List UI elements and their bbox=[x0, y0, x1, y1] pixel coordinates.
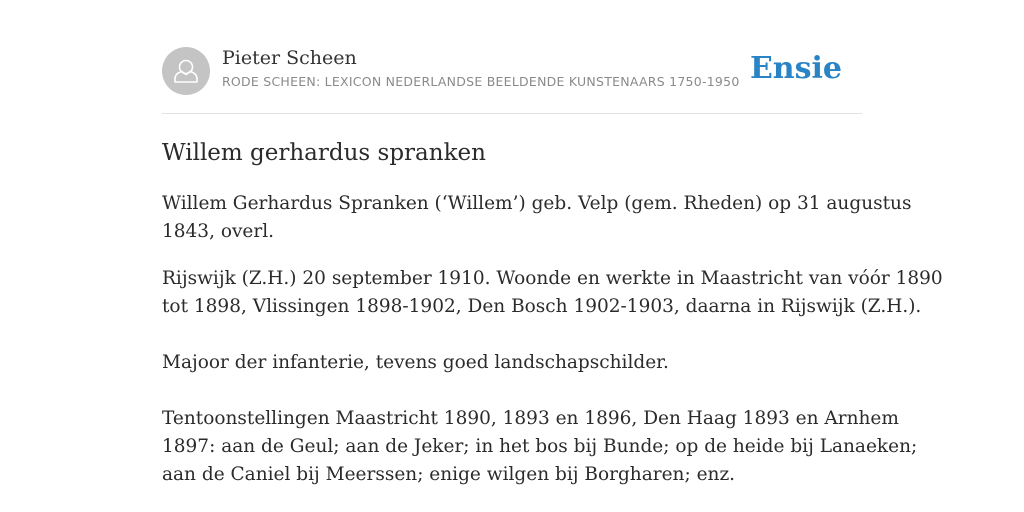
paragraph-2 bbox=[162, 265, 943, 321]
paragraph-line: Rijswijk (Z.H.) 20 september 1910. Woonde en werkte in Maastricht van vóór 1890 bbox=[162, 268, 943, 289]
paragraph-gap bbox=[162, 377, 872, 405]
paragraph-1 bbox=[162, 190, 912, 246]
paragraph-gap bbox=[162, 321, 872, 349]
paragraph-3 bbox=[162, 349, 872, 377]
paragraph-4 bbox=[162, 405, 918, 489]
header-divider bbox=[162, 113, 862, 114]
article-body bbox=[162, 190, 943, 489]
paragraph-line: aan de Caniel bij Meerssen; enige wilgen bij Borgharen; enz. bbox=[162, 464, 736, 485]
article-card bbox=[162, 0, 943, 512]
article-title: Willem gerhardus spranken bbox=[162, 140, 486, 166]
paragraph-line: 1843, overl. bbox=[162, 221, 275, 242]
author-name[interactable]: Pieter Scheen bbox=[222, 47, 357, 69]
author-header bbox=[162, 46, 862, 96]
avatar[interactable] bbox=[162, 47, 210, 95]
paragraph-line: Majoor der infanterie, tevens goed landschapschilder. bbox=[162, 352, 669, 373]
source-title[interactable]: RODE SCHEEN: LEXICON NEDERLANDSE BEELDENDE KUNSTENAARS 1750-1950 bbox=[222, 74, 740, 89]
user-silhouette-icon bbox=[162, 47, 210, 95]
paragraph-line: tot 1898, Vlissingen 1898-1902, Den Bosch 1902-1903, daarna in Rijswijk (Z.H.). bbox=[162, 296, 922, 317]
paragraph-line: Tentoonstellingen Maastricht 1890, 1893 en 1896, Den Haag 1893 en Arnhem bbox=[162, 408, 899, 429]
brand-logo[interactable]: Ensie bbox=[749, 51, 842, 86]
paragraph-line: Willem Gerhardus Spranken (‘Willem’) geb. Velp (gem. Rheden) op 31 augustus bbox=[162, 193, 912, 214]
paragraph-line: 1897: aan de Geul; aan de Jeker; in het bos bij Bunde; op de heide bij Lanaeken; bbox=[162, 436, 918, 457]
